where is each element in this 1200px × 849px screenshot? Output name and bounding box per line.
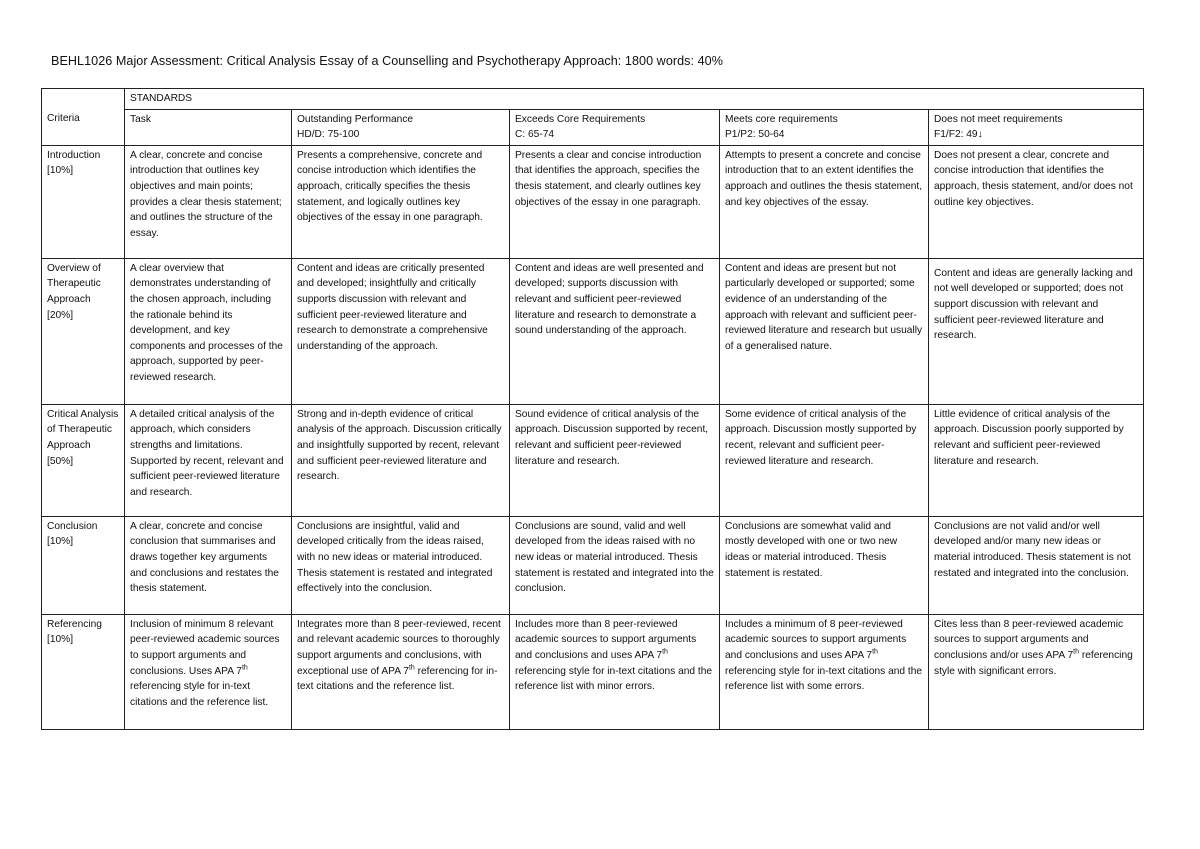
task-text: Inclusion of minimum 8 relevant peer-reviewed academic sources to support arguments and conclusions. Uses APA 7 [130,618,280,677]
criterion-name: Overview of Therapeutic Approach [47,262,101,305]
not-meet-cell [929,614,1144,729]
outstanding-cell: Content and ideas are critically presented and developed; insightfully and critically supports discussion with relevant and sufficient peer-reviewed literature and research to demonstrate a comprehensive understanding of the approach. [292,258,510,404]
superscript-th: th [1073,648,1079,656]
superscript-th: th [872,648,878,656]
outstanding-text: Integrates more than 8 peer-reviewed, recent and relevant academic sources to thoroughly support arguments and conclusions, with exceptional use of APA 7 [297,618,501,677]
criterion-cell [42,614,125,729]
criterion-weight: [50%] [47,455,74,467]
exceeds-cell: Content and ideas are well presented and developed; supports discussion with relevant and sufficient peer-reviewed literature and research to demonstrate a sound understanding of the approach. [510,258,720,404]
not-meet-text: Cites less than 8 peer-reviewed academic sources to support arguments and conclusions and/or uses APA 7 [934,618,1124,661]
exceeds-cell: Sound evidence of critical analysis of the approach. Discussion supported by recent, relevant and sufficient peer-reviewed literature and research. [510,404,720,516]
outstanding-cell: Presents a comprehensive, concrete and concise introduction which identifies the approach, critically specifies the thesis statement, and logically outlines key objectives of the essay in one paragraph. [292,145,510,258]
outstanding-cell: Conclusions are insightful, valid and developed critically from the ideas raised, with no new ideas or material introduced. Thesis statement is restated and integrated effectively into the conclusion. [292,516,510,614]
rubric-row-referencing [42,614,1144,729]
criterion-name: Referencing [47,618,102,630]
exceeds-cell: Presents a clear and concise introduction that identifies the approach, specifies the thesis statement, and clearly outlines key objectives of the essay in one paragraph. [510,145,720,258]
task-cell [125,614,292,729]
rubric-row-critical-analysis [42,404,1144,516]
meets-cell: Attempts to present a concrete and concise introduction that to an extent identifies the approach and outlines the thesis statement, and key objectives of the essay. [720,145,929,258]
meets-cell: Content and ideas are present but not particularly developed or supported; some evidence of an understanding of the approach with relevant and sufficient peer-reviewed literature and research but usually of a generalised nature. [720,258,929,404]
criterion-name: Critical Analysis of Therapeutic Approach [47,408,119,451]
meets-text: Includes a minimum of 8 peer-reviewed academic sources to support arguments and conclusions and uses APA 7 [725,618,907,661]
column-header-row [42,109,1144,145]
criterion-cell [42,404,125,516]
meets-header [720,109,929,145]
superscript-th: th [408,664,415,672]
document-title: BEHL1026 Major Assessment: Critical Analysis Essay of a Counselling and Psychotherapy Approach: 1800 words: 40% [51,54,723,68]
task-header-label: Task [130,113,151,125]
criterion-cell [42,258,125,404]
meets-cell: Some evidence of critical analysis of the approach. Discussion mostly supported by recent, relevant and sufficient peer-reviewed literature and research. [720,404,929,516]
task-text-tail: referencing style for in-text citations and the reference list. [130,681,269,708]
exceeds-text: Includes more than 8 peer-reviewed academic sources to support arguments and conclusions and uses APA 7 [515,618,697,661]
meets-header-grade: P1/P2: 50-64 [725,129,785,141]
task-cell: A clear, concrete and concise conclusion that summarises and draws together key arguments and conclusions and restates the thesis statement. [125,516,292,614]
exceeds-cell: Conclusions are sound, valid and well developed from the ideas raised with no new ideas or material introduced. Thesis statement is restated and integrated into the conclusion. [510,516,720,614]
task-header [125,109,292,145]
not-meet-cell: Conclusions are not valid and/or well developed and/or many new ideas or material introduced. Thesis statement is not restated and integrated into the conclusion. [929,516,1144,614]
not-meet-header-grade: F1/F2: 49↓ [934,129,983,141]
meets-header-label: Meets core requirements [725,113,838,125]
not-meet-header [929,109,1144,145]
outstanding-text-tail: referencing for in-text citations and the reference list. [297,665,498,693]
outstanding-cell [292,614,510,729]
criterion-weight: [10%] [47,165,74,177]
not-meet-cell: Does not present a clear, concrete and concise introduction that identifies the approach, thesis statement, and/or does not outline key objectives. [929,145,1144,258]
not-meet-cell: Little evidence of critical analysis of the approach. Discussion poorly supported by relevant and sufficient peer-reviewed literature and research. [929,404,1144,516]
outstanding-cell: Strong and in-depth evidence of critical analysis of the approach. Discussion critically and insightfully supported by recent, relevant and sufficient peer-reviewed literature and research. [292,404,510,516]
not-meet-header-label: Does not meet requirements [934,113,1063,125]
meets-text-tail: referencing style for in-text citations and the reference list with some errors. [725,665,923,693]
exceeds-cell [510,614,720,729]
rubric-row-introduction [42,145,1144,258]
task-cell: A clear overview that demonstrates understanding of the chosen approach, including the rationale behind its development, and key components and processes of the approach, supported by peer-reviewed research. [125,258,292,404]
rubric-table [41,88,1144,730]
standards-label: STANDARDS [125,89,1144,110]
criterion-weight: [20%] [47,309,74,321]
criterion-name: Conclusion [47,520,98,532]
exceeds-header [510,109,720,145]
not-meet-text-tail: referencing style with significant errors. [934,649,1133,677]
criterion-name: Introduction [47,149,101,161]
task-cell: A detailed critical analysis of the approach, which considers strengths and limitations. Supported by recent, relevant and sufficient peer-reviewed literature and research. [125,404,292,516]
outstanding-header-grade: HD/D: 75-100 [297,129,360,141]
superscript-th: th [662,648,668,656]
criteria-header: Criteria [42,109,125,145]
exceeds-header-grade: C: 65-74 [515,129,555,141]
outstanding-header [292,109,510,145]
rubric-row-overview [42,258,1144,404]
meets-cell [720,614,929,729]
criterion-weight: [10%] [47,634,74,646]
outstanding-header-label: Outstanding Performance [297,113,414,125]
criterion-cell [42,516,125,614]
exceeds-text-tail: referencing style for in-text citations and the reference list with minor errors. [515,665,713,693]
task-cell: A clear, concrete and concise introduction that outlines key objectives and main points; provides a clear thesis statement; and outlines the structure of the essay. [125,145,292,258]
criterion-weight: [10%] [47,536,74,548]
rubric-row-conclusion [42,516,1144,614]
blank-corner-cell [42,89,125,110]
superscript-th: th [241,664,248,672]
exceeds-header-label: Exceeds Core Requirements [515,113,646,125]
meets-cell: Conclusions are somewhat valid and mostly developed with one or two new ideas or material introduced. Thesis statement is restated. [720,516,929,614]
criterion-cell [42,145,125,258]
not-meet-cell: Content and ideas are generally lacking and not well developed or supported; does not support discussion with relevant and sufficient peer-reviewed literature and research. [929,258,1144,404]
standards-header-row [42,89,1144,110]
